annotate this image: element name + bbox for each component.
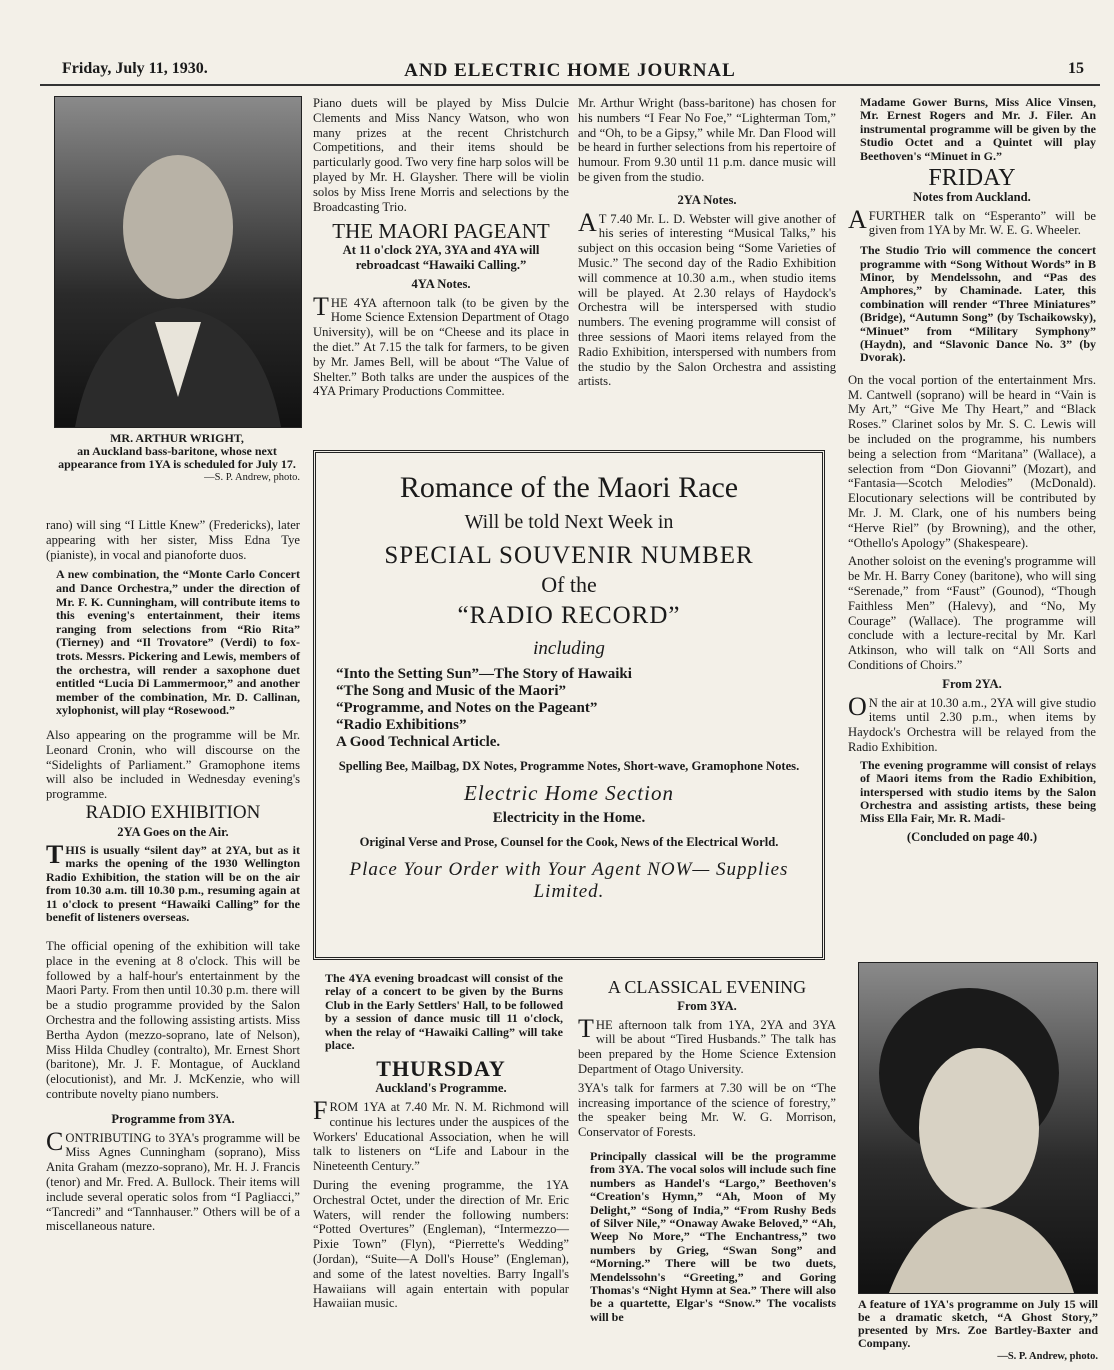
subhead-programme-3ya: Programme from 3YA. <box>111 1111 235 1126</box>
headline-thursday: THURSDAY <box>376 1056 506 1082</box>
col2-paragraph: During the evening programme, the 1YA Orchestral Octet, under the direction of Mr. Eric Waters, will render the following numbers: “Potted Overtures” (Engleman), “Intermezzo—Pixie Town” (Flyn), “Pierrette's Wedding” (Jordan), “Suite—A Doll's House” (Engleman), and some of the latest novelties. Barry Ingall's Hawaiians will again entertain with popular Hawaiian music. <box>313 1178 569 1311</box>
subhead-2ya-notes: 2YA Notes. <box>677 192 737 207</box>
subhead-4ya-notes: 4YA Notes. <box>411 276 471 291</box>
subhead-notes-from-auckland: Notes from Auckland. <box>913 189 1031 204</box>
portrait-figure-icon <box>859 963 1097 1293</box>
col1-paragraph: Also appearing on the programme will be Mr. Leonard Cronin, who will discourse on the “Sidelights of Parliament.” Gramophone items will also be included in Wednesday evening's programme. <box>46 727 300 802</box>
col4-paragraph: O N the air at 10.30 a.m., 2YA will give studio items until 2.30 p.m., when items by Haydock's Orchestra will be relayed from the Radio Exhibition. <box>848 691 1096 754</box>
col3-paragraph: 3YA's talk for farmers at 7.30 will be on “The increasing importance of the science of forestry,” the speaker being Mr. W. G. Morrison, Conservator of Forests. <box>578 1080 836 1140</box>
col1-paragraph: rano) will sing “I Little Knew” (Fredericks), later appearing with her sister, Miss Edna Tye (pianiste), in vocal and pianoforte duos. <box>46 518 300 562</box>
col4-paragraph: On the vocal portion of the entertainment Mrs. M. Cantwell (soprano) will be heard in “Vain is My Art,” “Give Me Thy Heart,” and “Black Roses.” Clarinet solos by Mr. S. C. Lewis will be included on the programme, his numbers being a selection from “Maritana” (Wallace), a selection from “Don Giovanni” (Mozart), and “Fantasia—Scotch Melodies” (McDonald). Elocutionary selections will be contributed by Mr. J. M. Clark, one of his numbers being “Herve Riel” (by Browning), and the other, “Othello's Apology” (Shakespeare). <box>848 372 1096 550</box>
col4-paragraph: Another soloist on the evening's programme will be Mr. H. Barry Coney (baritone), who will sing “Serenade,” from “Faust” (Gounod), “Though Faithless Men” (Halevy), and “No, My Courage” (Wallace). The programme will conclude with a lecture-recital by Mr. Karl Atkinson, who will talk on “All Sorts and Conditions of Choirs.” <box>848 554 1096 673</box>
ad-contents-list <box>330 666 808 751</box>
ad-line: SPECIAL SOUVENIR NUMBER <box>384 542 754 569</box>
page-number: 15 <box>1068 60 1084 77</box>
col2-paragraph: Piano duets will be played by Miss Dulcie Clements and Miss Nancy Watson, who won many prizes at the recent Christchurch Competitions, and their items should be particularly good. Two very fine harp solos will be played by Mr. H. Glaysher. There will be violin solos by Miss Irene Morris and selections by the Broadcasting Trio. <box>313 96 569 214</box>
column-4 <box>848 96 1096 849</box>
caption-text: A feature of 1YA's programme on July 15 will be a dramatic sketch, “A Ghost Story,” presented by Mrs. Zoe Bartley-Baxter and Company. <box>858 1297 1098 1350</box>
journal-title: AND ELECTRIC HOME JOURNAL <box>404 60 736 81</box>
caption-credit: —S. P. Andrew, photo. <box>997 1351 1098 1362</box>
caption-name: MR. ARTHUR WRIGHT, <box>110 431 244 445</box>
portrait-caption <box>54 432 300 484</box>
ad-line: including <box>533 638 605 659</box>
col1-paragraph: A new combination, the “Monte Carlo Concert and Dance Orchestra,” under the direction of Mr. F. K. Cunningham, will contribute items to this evening's entertainment, their items ranging from selections from “Rio Rita” (Tierney) and “Il Trovatore” (Verdi) to fox-trots. Messrs. Pickering and Lewis, members of the orchestra, will render a saxophone duet entitled “Lucia Di Lammermoor,” and another member of the combination, Mr. D. Callinan, xylophonist, will play “Rosewood.” <box>56 567 300 718</box>
ad-line: Will be told Next Week in <box>464 511 674 533</box>
col4-paragraph: AFURTHER talk on “Esperanto” will be given from 1YA by Mr. W. E. G. Wheeler. <box>848 204 1096 238</box>
ad-line: Electricity in the Home. <box>492 810 646 826</box>
portrait-zoe-bartley-baxter <box>858 962 1098 1294</box>
headline-maori-pageant: THE MAORI PAGEANT <box>332 219 550 244</box>
caption-text: an Auckland bass-baritone, whose next appearance from 1YA is scheduled for July 17. <box>58 444 296 471</box>
col2-paragraph: The 4YA evening broadcast will consist of the relay of a concert to be given by the Burns Club in the Early Settlers' Hall, to be followed by a session of dance music till 11 o'clock, when the relay of “Hawaiki Calling” will take place. <box>325 971 563 1053</box>
ad-line: Electric Home Section <box>464 781 674 805</box>
subhead-2ya-goes-on-air: 2YA Goes on the Air. <box>117 824 229 839</box>
headline-radio-exhibition: RADIO EXHIBITION <box>85 801 261 823</box>
col1-paragraph: The official opening of the exhibition will take place in the evening at 8 o'clock. This will be followed by a half-hour's entertainment by the Maori Party. From then until 10.30 p.m. there will be a studio programme provided by the Salon Orchestra and the following assisting artists. Miss Bertha Aydon (mezzo-soprano, late of Nelson), Miss Hilda Chudley (contralto), Mr. Ernest Short (baritone), Mr. J. F. Montague, of Auckland (elocutionist), and Mr. J. McKenzie, who will contribute novelty piano numbers. <box>46 939 300 1102</box>
column-3-top <box>578 96 836 393</box>
ad-list-item: A Good Technical Article. <box>336 734 501 750</box>
ad-line: “RADIO RECORD” <box>457 602 681 629</box>
ad-title: Romance of the Maori Race <box>399 471 739 504</box>
col2-paragraph: FROM 1YA at 7.40 Mr. N. M. Richmond will continue his lectures under the auspices of the Workers' Educational Association, when he will talk to listeners on “Life and Labour in the Nineteenth Century.” <box>313 1096 569 1174</box>
subhead-aucklands-programme: Auckland's Programme. <box>375 1081 507 1096</box>
ad-line: Original Verse and Prose, Counsel for the Cook, News of the Electrical World. <box>359 835 779 849</box>
page-date: Friday, July 11, 1930. <box>62 60 208 77</box>
headline-friday: FRIDAY <box>928 165 1016 192</box>
ad-list-item: “The Song and Music of the Maori” <box>336 683 567 699</box>
ad-line: Of the <box>541 572 597 597</box>
portrait-arthur-wright <box>54 96 302 428</box>
portrait-figure-icon <box>55 97 301 427</box>
subhead-rebroadcast: At 11 o'clock 2YA, 3YA and 4YA will rebroadcast “Hawaiki Calling.” <box>342 243 540 272</box>
col3-paragraph: THE afternoon talk from 1YA, 2YA and 3YA will be about “Tired Husbands.” The talk has been prepared by the Home Science Extension Department of Otago University. <box>578 1013 836 1076</box>
ad-list-item: “Programme, and Notes on the Pageant” <box>336 700 598 716</box>
subhead-from-3ya: From 3YA. <box>677 998 737 1013</box>
col4-paragraph: Madame Gower Burns, Miss Alice Vinsen, Mr. Ernest Rogers and Mr. J. Filer. An instrumental programme will be given by the Studio Octet and a Quintet will play Beethoven's “Minuet in G.” <box>860 95 1096 163</box>
col4-paragraph: The Studio Trio will commence the concert programme with “Song Without Words” in B Minor, by Mendelssohn, and “Pas des Amphores,” by Chaminade. Later, this combination will render “Three Miniatures” (Bridge), “Autumn Song” (by Tschaikowsky), “Minuet” from “Military Symphony” (Haydn), and “Slavonic Dance No. 3” (by Dvorak). <box>860 243 1096 365</box>
column-1 <box>46 518 300 1238</box>
column-2-top <box>313 96 569 403</box>
portrait-caption-2 <box>858 1298 1098 1363</box>
header-rule <box>40 84 1100 86</box>
ad-list-item: “Radio Exhibitions” <box>336 717 467 733</box>
col3-paragraph: A T 7.40 Mr. L. D. Webster will give another of his series of interesting “Musical Talks,” his subject on this occasion being “Some Varieties of Music.” The second day of the Radio Exhibition will commence at 10.30 a.m., when studio items will be played. At 2.30 relays of Haydock's Orchestra will be interspersed with studio numbers. The evening programme will consist of three sessions of Maori items relayed from the Radio Exhibition, interspersed with numbers from the studio by the Salon Orchestra and assisting artists. <box>578 207 836 389</box>
concluded-note: (Concluded on page 40.) <box>906 829 1038 844</box>
headline-classical-evening: A CLASSICAL EVENING <box>607 977 807 997</box>
column-2-bottom <box>313 972 569 1315</box>
ad-line: Place Your Order with Your Agent NOW— Supplies Limited. <box>349 859 789 902</box>
souvenir-number-advertisement <box>313 450 825 960</box>
caption-credit: —S. P. Andrew, photo. <box>204 472 300 483</box>
ad-list-item: “Into the Setting Sun”—The Story of Hawaiki <box>336 666 632 682</box>
col4-paragraph: The evening programme will consist of relays of Maori items from the Radio Exhibition, interspersed with studio items by the Salon Orchestra and assisting artists, these being Miss Ella Fair, Mr. R. Madi- <box>860 757 1096 826</box>
col1-paragraph: CONTRIBUTING to 3YA's programme will be Miss Agnes Cunningham (soprano), Miss Anita Graham (mezzo-soprano), Mr. H. J. Francis (tenor) and Mr. Fred. A. Bullock. Their items will include several operatic solos from “I Pagliacci,” “Tancredi” and “Tannhauser.” Others will be of a miscellaneous nature. <box>46 1126 300 1234</box>
ad-line: Spelling Bee, Mailbag, DX Notes, Programme Notes, Short-wave, Gramophone Notes. <box>338 759 800 773</box>
col3-paragraph: Principally classical will be the programme from 3YA. The vocal solos will include such fine numbers as Handel's “Largo,” Beethoven's “Creation's Hymn,” “Ah, Moon of My Delight,” “Song of India,” “From Rushy Beds of Silver Nile,” “Onaway Awake Beloved,” “Ah, Weep No More,” “The Enchantress,” two numbers by Grieg, “Swan Song” and “Morning.” There will be two duets, Mendelssohn's “Greeting,” and Goring Thomas's “Night Hymn at Sea.” There will also be a quartette, Elgar's “Snow.” The vocalists will be <box>590 1148 836 1324</box>
col3-paragraph: Mr. Arthur Wright (bass-baritone) has chosen for his numbers “I Fear No Foe,” “Lighterman Tom,” and “Oh, to be a Gipsy,” while Mr. Dan Flood will be heard in further selections from his repertoire of humour. From 9.30 until 11 p.m. dance music will be given from the studio. <box>578 96 836 184</box>
col1-paragraph: THIS is usually “silent day” at 2YA, but as it marks the opening of the 1930 Wellington Radio Exhibition, the station will be on the air from 10.30 a.m. till 10.30 p.m., resuming again at 11 o'clock to present “Hawaiki Calling” for the benefit of listeners overseas. <box>46 839 300 925</box>
subhead-from-2ya: From 2YA. <box>942 676 1002 691</box>
column-3-bottom <box>578 976 836 1324</box>
col2-paragraph: THE 4YA afternoon talk (to be given by the Home Science Extension Department of Otago University), will be on “Cheese and its place in the diet.” At 7.15 the talk for farmers, to be given by Mr. James Bell, will be about “The Value of Shelter.” Both talks are under the auspices of the 4YA Primary Productions Committee. <box>313 291 569 399</box>
